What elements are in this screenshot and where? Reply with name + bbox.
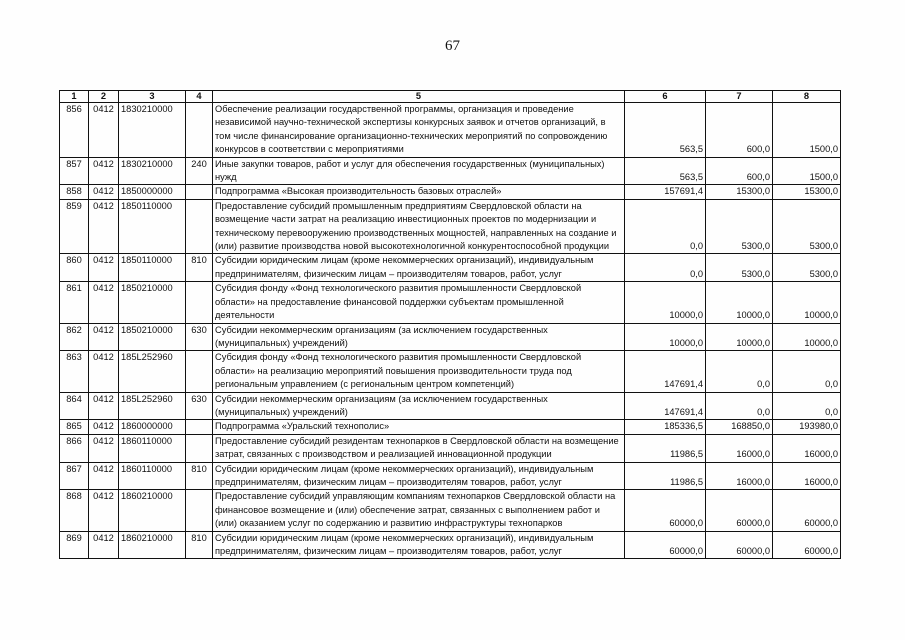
row-description: Субсидии юридическим лицам (кроме некоммерческих организаций), индивидуальным предпринимателям, физическим лицам – производителям товаров, работ, услуг [213, 254, 625, 282]
header-col-4: 4 [186, 91, 213, 103]
header-col-6: 6 [625, 91, 706, 103]
table-row [60, 323, 841, 351]
value-col-7: 60000,0 [706, 490, 773, 531]
section-code: 0412 [89, 351, 119, 392]
value-col-6: 563,5 [625, 103, 706, 158]
section-code: 0412 [89, 157, 119, 185]
value-col-6: 157691,4 [625, 185, 706, 199]
value-col-7: 0,0 [706, 392, 773, 420]
value-col-8: 16000,0 [773, 434, 841, 462]
table-row [60, 490, 841, 531]
value-col-6: 11986,5 [625, 434, 706, 462]
target-article-code: 1860110000 [119, 434, 186, 462]
header-col-7: 7 [706, 91, 773, 103]
value-col-6: 185336,5 [625, 420, 706, 434]
row-description: Субсидии юридическим лицам (кроме некоммерческих организаций), индивидуальным предпринимателям, физическим лицам – производителям товаров, работ, услуг [213, 462, 625, 490]
section-code: 0412 [89, 185, 119, 199]
value-col-7: 16000,0 [706, 462, 773, 490]
value-col-6: 11986,5 [625, 462, 706, 490]
value-col-6: 60000,0 [625, 531, 706, 559]
row-description: Субсидии юридическим лицам (кроме некоммерческих организаций), индивидуальным предпринимателям, физическим лицам – производителям товаров, работ, услуг [213, 531, 625, 559]
expense-type-code [186, 420, 213, 434]
value-col-6: 0,0 [625, 254, 706, 282]
section-code: 0412 [89, 434, 119, 462]
header-col-1: 1 [60, 91, 89, 103]
section-code: 0412 [89, 282, 119, 323]
value-col-7: 10000,0 [706, 323, 773, 351]
row-number: 863 [60, 351, 89, 392]
table-row [60, 199, 841, 254]
table-row [60, 420, 841, 434]
target-article-code: 1860210000 [119, 531, 186, 559]
expense-type-code [186, 103, 213, 158]
row-description: Субсидии некоммерческим организациям (за исключением государственных (муниципальных) учреждений) [213, 323, 625, 351]
header-col-5: 5 [213, 91, 625, 103]
value-col-8: 15300,0 [773, 185, 841, 199]
header-col-8: 8 [773, 91, 841, 103]
section-code: 0412 [89, 420, 119, 434]
value-col-7: 168850,0 [706, 420, 773, 434]
expense-type-code: 810 [186, 462, 213, 490]
target-article-code: 185L252960 [119, 351, 186, 392]
value-col-6: 147691,4 [625, 351, 706, 392]
target-article-code: 1860210000 [119, 490, 186, 531]
value-col-6: 563,5 [625, 157, 706, 185]
value-col-7: 60000,0 [706, 531, 773, 559]
value-col-8: 193980,0 [773, 420, 841, 434]
row-number: 859 [60, 199, 89, 254]
section-code: 0412 [89, 254, 119, 282]
table-row [60, 185, 841, 199]
table-body [60, 103, 841, 559]
target-article-code: 1830210000 [119, 103, 186, 158]
value-col-8: 1500,0 [773, 157, 841, 185]
value-col-7: 15300,0 [706, 185, 773, 199]
row-description: Субсидии некоммерческим организациям (за исключением государственных (муниципальных) учреждений) [213, 392, 625, 420]
header-col-2: 2 [89, 91, 119, 103]
table-row [60, 531, 841, 559]
target-article-code: 1850210000 [119, 323, 186, 351]
value-col-8: 60000,0 [773, 531, 841, 559]
expense-type-code [186, 490, 213, 531]
table-row [60, 157, 841, 185]
row-number: 865 [60, 420, 89, 434]
table-row [60, 392, 841, 420]
value-col-8: 1500,0 [773, 103, 841, 158]
row-number: 866 [60, 434, 89, 462]
value-col-6: 0,0 [625, 199, 706, 254]
row-description: Подпрограмма «Уральский технополис» [213, 420, 625, 434]
value-col-8: 16000,0 [773, 462, 841, 490]
value-col-6: 60000,0 [625, 490, 706, 531]
expense-type-code: 630 [186, 392, 213, 420]
target-article-code: 1850110000 [119, 254, 186, 282]
header-col-3: 3 [119, 91, 186, 103]
section-code: 0412 [89, 531, 119, 559]
expense-type-code [186, 434, 213, 462]
row-description: Обеспечение реализации государственной программы, организация и проведение независимой научно-технической экспертизы конкурсных заявок и отчетов организаций, в том числе финансирование организационно-технических мероприятий по сопровождению конкурсов в соответствии с мероприятиями [213, 103, 625, 158]
target-article-code: 1850210000 [119, 282, 186, 323]
value-col-8: 60000,0 [773, 490, 841, 531]
value-col-7: 600,0 [706, 157, 773, 185]
value-col-7: 10000,0 [706, 282, 773, 323]
expense-type-code [186, 185, 213, 199]
row-description: Иные закупки товаров, работ и услуг для обеспечения государственных (муниципальных) нужд [213, 157, 625, 185]
target-article-code: 1860000000 [119, 420, 186, 434]
target-article-code: 1850110000 [119, 199, 186, 254]
expense-type-code: 630 [186, 323, 213, 351]
value-col-7: 600,0 [706, 103, 773, 158]
row-description: Предоставление субсидий промышленным предприятиям Свердловской области на возмещение части затрат на реализацию инвестиционных проектов по модернизации и техническому перевооружению производственных мощностей, направленных на создание и (или) развитие производства новой высокотехнологичной конкурентоспособной продукции [213, 199, 625, 254]
value-col-6: 147691,4 [625, 392, 706, 420]
value-col-8: 10000,0 [773, 282, 841, 323]
table-row [60, 434, 841, 462]
expense-type-code: 810 [186, 531, 213, 559]
value-col-8: 5300,0 [773, 199, 841, 254]
row-number: 864 [60, 392, 89, 420]
row-description: Субсидия фонду «Фонд технологического развития промышленности Свердловской области» на реализацию мероприятий повышения производительности труда под региональным управлением (с региональным центром компетенций) [213, 351, 625, 392]
page-number: 67 [445, 38, 460, 54]
table-row [60, 351, 841, 392]
table-row [60, 282, 841, 323]
value-col-7: 5300,0 [706, 199, 773, 254]
value-col-6: 10000,0 [625, 323, 706, 351]
header-row [60, 91, 841, 103]
target-article-code: 1850000000 [119, 185, 186, 199]
row-description: Предоставление субсидий управляющим компаниям технопарков Свердловской области на финансовое возмещение и (или) обеспечение затрат, связанных с выполнением работ и (или) оказанием услуг по содержанию и развитию инфраструктуры технопарков [213, 490, 625, 531]
section-code: 0412 [89, 323, 119, 351]
expense-type-code [186, 282, 213, 323]
row-description: Предоставление субсидий резидентам технопарков в Свердловской области на возмещение затрат, связанных с производством и реализацией инновационной продукции [213, 434, 625, 462]
row-number: 869 [60, 531, 89, 559]
value-col-7: 0,0 [706, 351, 773, 392]
expense-type-code: 810 [186, 254, 213, 282]
target-article-code: 1830210000 [119, 157, 186, 185]
expense-type-code [186, 199, 213, 254]
section-code: 0412 [89, 103, 119, 158]
target-article-code: 1860110000 [119, 462, 186, 490]
row-number: 867 [60, 462, 89, 490]
value-col-6: 10000,0 [625, 282, 706, 323]
section-code: 0412 [89, 462, 119, 490]
budget-table [59, 90, 841, 559]
row-number: 856 [60, 103, 89, 158]
table-row [60, 254, 841, 282]
table-row [60, 462, 841, 490]
expense-type-code [186, 351, 213, 392]
section-code: 0412 [89, 392, 119, 420]
row-description: Подпрограмма «Высокая производительность базовых отраслей» [213, 185, 625, 199]
row-number: 862 [60, 323, 89, 351]
row-description: Субсидия фонду «Фонд технологического развития промышленности Свердловской области» на предоставление финансовой поддержки субъектам промышленной деятельности [213, 282, 625, 323]
target-article-code: 185L252960 [119, 392, 186, 420]
section-code: 0412 [89, 490, 119, 531]
value-col-7: 5300,0 [706, 254, 773, 282]
row-number: 860 [60, 254, 89, 282]
value-col-7: 16000,0 [706, 434, 773, 462]
expense-type-code: 240 [186, 157, 213, 185]
row-number: 868 [60, 490, 89, 531]
value-col-8: 0,0 [773, 392, 841, 420]
row-number: 858 [60, 185, 89, 199]
table-row [60, 103, 841, 158]
value-col-8: 5300,0 [773, 254, 841, 282]
section-code: 0412 [89, 199, 119, 254]
row-number: 861 [60, 282, 89, 323]
row-number: 857 [60, 157, 89, 185]
value-col-8: 10000,0 [773, 323, 841, 351]
value-col-8: 0,0 [773, 351, 841, 392]
